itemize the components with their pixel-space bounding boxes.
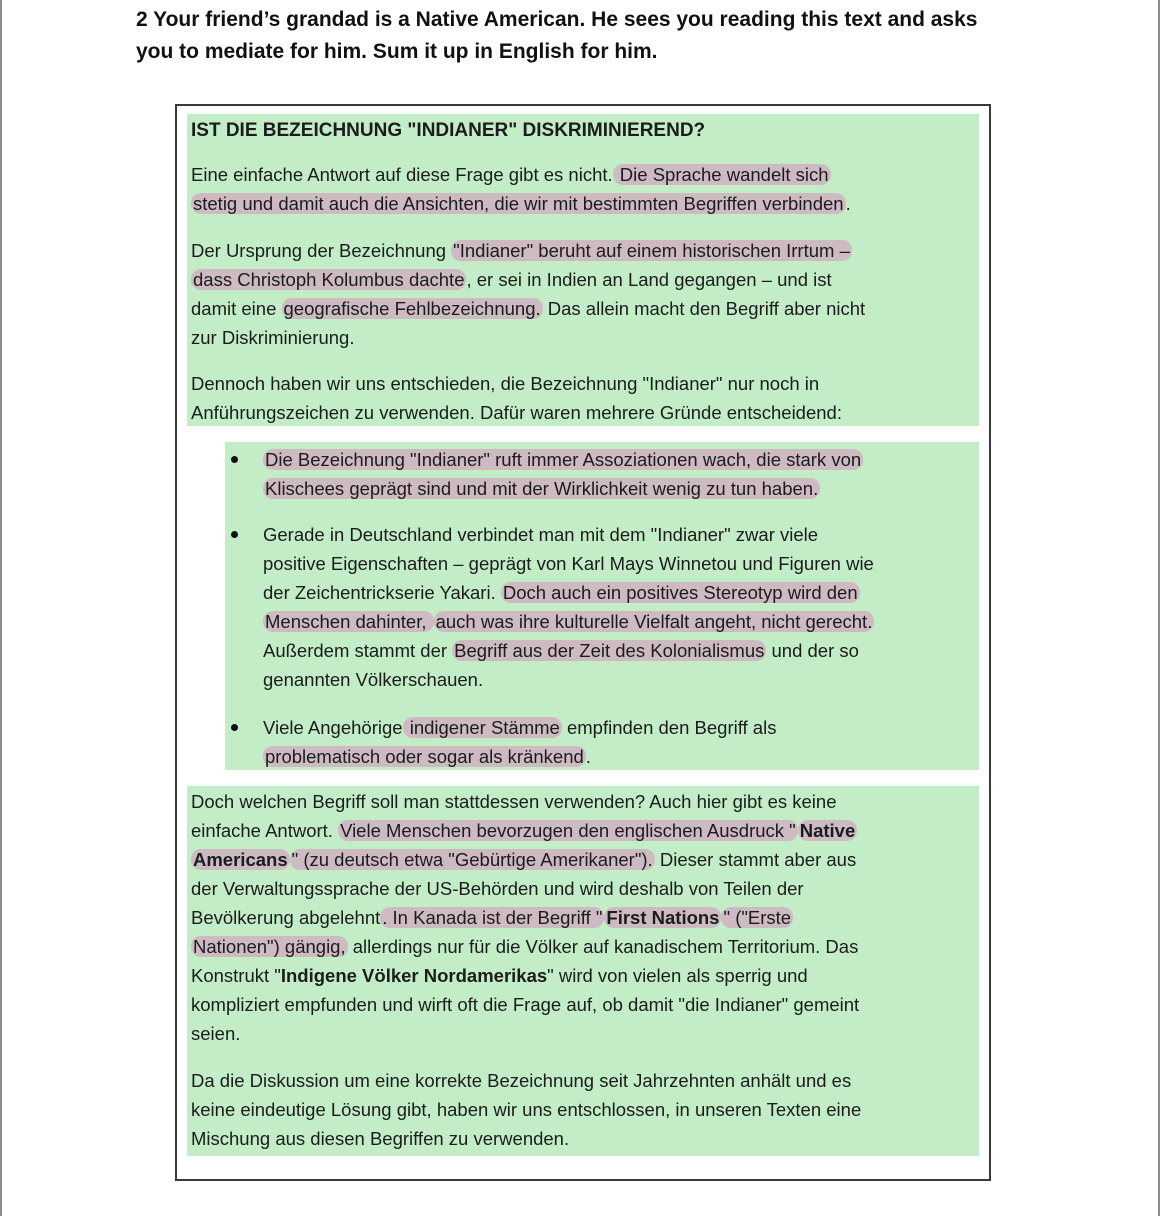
p5-line-2: keine eindeutige Lösung gibt, haben wir uns entschlossen, in unseren Texten eine bbox=[191, 1099, 862, 1120]
b2-line-3: der Zeichentrickserie Yakari. Doch auch ein positives Stereotyp wird den bbox=[263, 582, 858, 603]
p5-line-1: Da die Diskussion um eine korrekte Bezeichnung seit Jahrzehnten anhält und es bbox=[191, 1070, 852, 1091]
b2-line-6: genannten Völkerschauen. bbox=[263, 669, 484, 690]
p4-line-9: seien. bbox=[191, 1023, 241, 1044]
p4-line-3: Americans " (zu deutsch etwa "Gebürtige Amerikaner"). Dieser stammt aber aus bbox=[193, 849, 857, 870]
b2-line-4: Menschen dahinter, auch was ihre kulturelle Vielfalt angeht, nicht gerecht. bbox=[265, 611, 873, 632]
p2-line-3: damit eine geografische Fehlbezeichnung. Das allein macht den Begriff aber nicht bbox=[191, 298, 866, 319]
p2-line-2: dass Christoph Kolumbus dachte , er sei in Indien an Land gegangen – und ist bbox=[193, 269, 832, 290]
p4-line-6: Nationen") gängig, allerdings nur für die Völker auf kanadischem Territorium. Das bbox=[193, 936, 859, 957]
p1-line-1: Eine einfache Antwort auf diese Frage gibt es nicht. Die Sprache wandelt sich bbox=[191, 164, 829, 185]
page-edge-left bbox=[0, 0, 2, 1216]
task-line-1: 2 Your friend’s grandad is a Native American. He sees you reading this text and asks bbox=[136, 8, 978, 31]
b2-line-1: Gerade in Deutschland verbindet man mit dem "Indianer" zwar viele bbox=[263, 524, 819, 545]
p5-line-3: Mischung aus diesen Begriffen zu verwenden. bbox=[191, 1128, 570, 1149]
bullet-dot-3 bbox=[231, 724, 238, 731]
p2-line-4: zur Diskriminierung. bbox=[191, 327, 355, 348]
p2-line-1: Der Ursprung der Bezeichnung "Indianer" beruht auf einem historischen Irrtum – bbox=[191, 240, 850, 261]
b3-line-1: Viele Angehörige indigener Stämme empfinden den Begriff als bbox=[263, 717, 777, 738]
bullet-dot-2 bbox=[231, 531, 238, 538]
article-heading: IST DIE BEZEICHNUNG "INDIANER" DISKRIMINIEREND? bbox=[191, 120, 706, 141]
p4-line-5: Bevölkerung abgelehnt . In Kanada ist der Begriff " First Nations " ("Erste bbox=[191, 907, 792, 928]
p4-line-1: Doch welchen Begriff soll man stattdessen verwenden? Auch hier gibt es keine bbox=[191, 791, 837, 812]
p4-line-4: der Verwaltungssprache der US-Behörden und wird deshalb von Teilen der bbox=[191, 878, 804, 899]
p1-line-2: stetig und damit auch die Ansichten, die wir mit bestimmten Begriffen verbinden . bbox=[193, 193, 851, 214]
b1-line-1: Die Bezeichnung "Indianer" ruft immer Assoziationen wach, die stark von bbox=[265, 449, 862, 470]
task-instruction bbox=[136, 4, 1096, 68]
b3-line-2: problematisch oder sogar als kränkend . bbox=[265, 746, 591, 767]
p4-line-2: einfache Antwort. Viele Menschen bevorzugen den englischen Ausdruck " Native bbox=[191, 820, 856, 841]
b1-line-2: Klischees geprägt sind und mit der Wirklichkeit wenig zu tun haben. bbox=[265, 478, 819, 499]
bullet-dot-1 bbox=[231, 456, 238, 463]
p3-line-2: Anführungszeichen zu verwenden. Dafür waren mehrere Gründe entscheidend: bbox=[191, 402, 842, 423]
task-line-2: you to mediate for him. Sum it up in English for him. bbox=[136, 40, 658, 63]
b2-line-2: positive Eigenschaften – geprägt von Karl Mays Winnetou und Figuren wie bbox=[263, 553, 874, 574]
b2-line-5: Außerdem stammt der Begriff aus der Zeit des Kolonialismus und der so bbox=[263, 640, 859, 661]
p4-line-8: kompliziert empfunden und wirft oft die Frage auf, ob damit "die Indianer" gemeint bbox=[191, 994, 860, 1015]
article-box bbox=[175, 104, 991, 1181]
p4-line-7: Konstrukt "Indigene Völker Nordamerikas" wird von vielen als sperrig und bbox=[191, 965, 808, 986]
p3-line-1: Dennoch haben wir uns entschieden, die Bezeichnung "Indianer" nur noch in bbox=[191, 373, 820, 394]
